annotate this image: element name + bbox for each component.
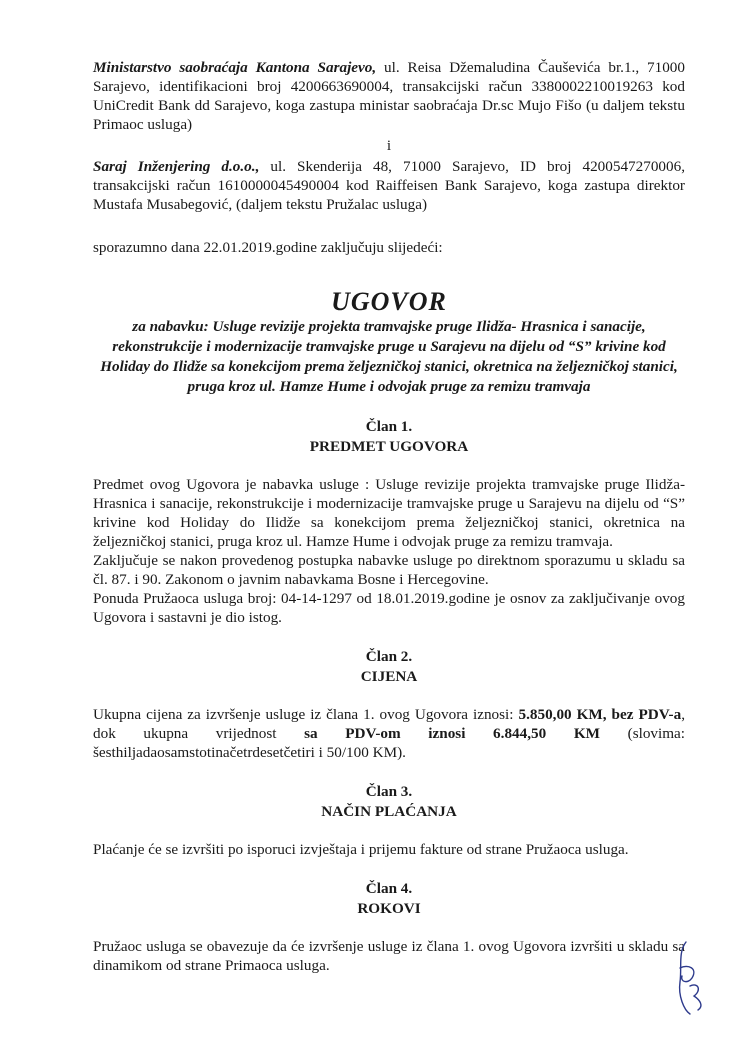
clan1-header: [93, 417, 685, 457]
clan4-header: [93, 879, 685, 919]
party2-text: ul. Skenderija 48, 71000 Sarajevo, ID broj 4200547270006, transakcijski račun 1610000045490004 kod Raiffeisen Bank Sarajevo, koga zastupa direktor Mustafa Musabegović, (daljem tekstu Pružalac usluga): [93, 158, 685, 213]
party-primaoc: [93, 58, 685, 134]
clan2-paragraph: [93, 705, 685, 762]
clan1-paragraph-2: Zaključuje se nakon provedenog postupka nabavke usluge po direktnom sporazumu u skladu sa čl. 87. i 90. Zakonom o javnim nabavkama Bosne i Hercegovine.: [93, 552, 685, 588]
clan3-heading: NAČIN PLAĆANJA: [321, 803, 457, 820]
clan2-body: [93, 705, 685, 762]
clan1-paragraph-3: Ponuda Pružaoca usluga broj: 04-14-1297 od 18.01.2019.godine je osnov za zaključivanje ovog Ugovora i sastavni je dio istog.: [93, 590, 685, 626]
clan4-number: Član 4.: [365, 880, 413, 897]
clan2-price-gross: sa PDV-om iznosi 6.844,50 KM: [304, 725, 600, 742]
clan2-text-1: Ukupna cijena za izvršenje usluge iz člana 1. ovog Ugovora iznosi:: [93, 706, 519, 723]
party1-text: ul. Reisa Džemaludina Čauševića br.1., 71000 Sarajevo, identifikacioni broj 4200663690004, transakcijski račun 3380002210019263 kod UniCredit Bank dd Sarajevo, koga zastupa ministar saobraćaja Dr.sc Mujo Fišo (u daljem tekstu Primaoc usluga): [93, 59, 685, 133]
clan1-body: [93, 475, 685, 627]
clan2-text-2: , dok ukupna vrijednost: [93, 706, 685, 742]
clan3-paragraph: Plaćanje će se izvršiti po isporuci izvještaja i prijemu fakture od strane Pružaoca usluga.: [93, 841, 629, 858]
clan2-header: [93, 647, 685, 687]
initials-signature-icon: [668, 938, 708, 1018]
clan4-heading: ROKOVI: [357, 900, 421, 917]
clan4-body: [93, 937, 685, 975]
clan1-number: Član 1.: [365, 418, 413, 435]
party-pruzalac: [93, 157, 685, 214]
party1-name: Ministarstvo saobraćaja Kantona Sarajevo,: [93, 59, 377, 76]
clan3-header: [93, 782, 685, 822]
clan1-heading: PREDMET UGOVORA: [309, 438, 469, 455]
contract-subtitle: za nabavku: Usluge revizije projekta tramvajske pruge Ilidža- Hrasnica i sanacije, rekonstrukcije i modernizacije tramvajske pruge u Sarajevu na dijelu od “S” krivine kod Holiday do Ilidže sa konekcijom prema željezničkoj stanici, okretnica na željezničkoj stanici, pruga kroz ul. Hamze Hume i odvojak pruge za remizu tramvaja: [100, 318, 678, 395]
clan3-number: Član 3.: [365, 783, 413, 800]
intro-line: sporazumno dana 22.01.2019.godine zaključuju slijedeći:: [93, 239, 443, 256]
party-separator: i: [386, 137, 392, 154]
clan3-body: [93, 840, 685, 859]
contract-page: [93, 58, 685, 975]
clan1-paragraph-1: Predmet ovog Ugovora je nabavka usluge : Usluge revizije projekta tramvajske pruge Ilidža-Hrasnica i sanacije, rekonstrukcije i modernizacije tramvajske pruge u Sarajevu na dijelu od “S” krivine kod Holiday do Ilidže sa konekcijom prema željezničkoj stanici, okretnica na željezničkoj stanici, pruga kroz ul. Hamze Hume i odvojak pruge za remizu tramvaja.: [93, 476, 685, 550]
contract-title: UGOVOR: [331, 287, 447, 316]
clan4-paragraph: Pružaoc usluga se obavezuje da će izvršenje usluge iz člana 1. ovog Ugovora izvršiti u skladu sa dinamikom od strane Primaoca usluga.: [93, 938, 685, 974]
clan2-price-net: 5.850,00 KM, bez PDV-a: [518, 706, 682, 723]
clan2-heading: CIJENA: [360, 668, 418, 685]
party2-name: Saraj Inženjering d.o.o.,: [93, 158, 260, 175]
clan2-number: Član 2.: [365, 648, 413, 665]
clan2-text-3: (slovima: šesthiljadaosamstotinačetrdesetčetiri i 50/100 KM).: [93, 725, 686, 761]
